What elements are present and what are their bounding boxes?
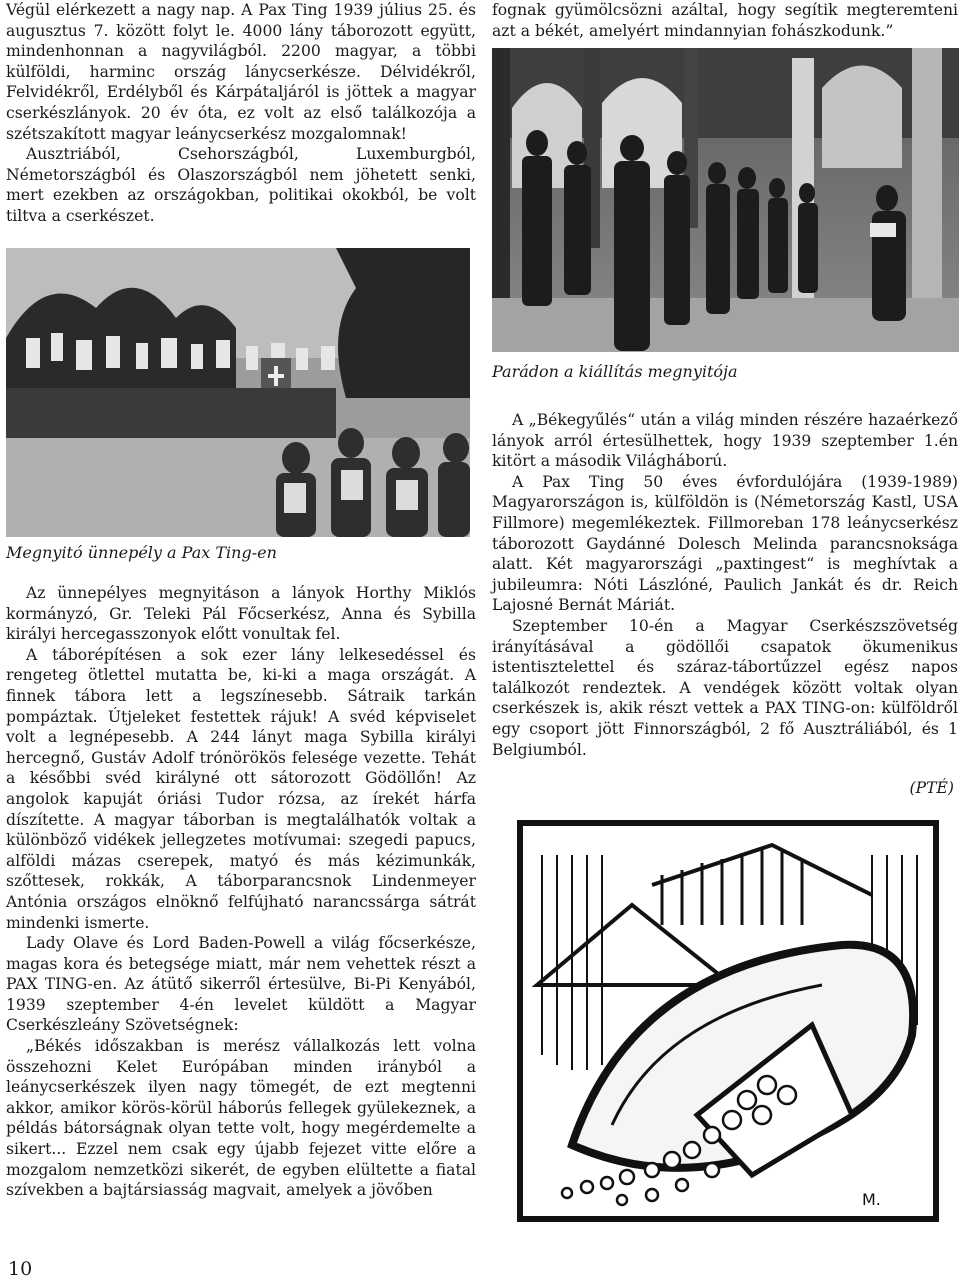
paragraph: „Békés időszakban is merész vállalkozás lett volna összehozni Kelet Európában minden irányból a leánycserkészek ilyen nagy tömegét, de ezt megtenni akkor, amikor körös-körül háborús fellegek gyülekeznek, a példás bátorságnak olyan tette volt, hogy megérdemelte a sikert... Ezzel nem csak egy újabb fejezet vitte előre a mozgalom nemzetközi sikerét, de egyben elültette a fiatal szívekben a bajtársiasság magvait, amelyek a jövőben [6,1037,476,1200]
left-column-top-text [6,0,476,227]
photo-caption: Parádon a kiállítás megnyitója [492,362,738,381]
paragraph: Ausztriából, Csehországból, Luxemburgból, Németországból és Olaszországból nem jöhetett senki, mert ezekben az országokban, politikai okokból, be volt tiltva a cserkészet. [6,145,476,225]
paragraph: A táborépítésen a sok ezer lány lelkesedéssel és rengeteg ötlettel mutatta be, ki-ki a maga országát. A finnek tábora lett a legszínesebb. Sátraik tarkán pompáztak. Útjeleket festettek rájuk! A svéd képviselet volt a legnépesebb. A 244 lányt maga Sybilla királyi hercegnő, Gustáv Adolf trónörökös felesége vezette. Tehát a későbbi svéd királyné ott sátorozott Gödöllőn! Az angolok kapuját óriási Tudor rózsa, az írekét hárfa díszítette. A magyar táborban is megtalálhatók voltak a különböző vidékek jellegzetes motívumai: szegedi papucs, alföldi mázas cserepek, matyó és más kézimunkák, szőttesek, rokkák, A táborparancsnok Lindenmeyer Antónia országos elnöknő felfújható narancssárga sátrát mindenki ismerte. [6,645,476,932]
paragraph: A Pax Ting 50 éves évfordulójára (1939-1989) Magyarországon is, külföldön is (Németország Kastl, USA Fillmore) megemlékeztek. Fillmoreban 178 leánycserkész táborozott Gaydánné Dolesch Melinda parancsnoksága alatt. Két magyarországi „paxtingest“ is meghívtak a jubileumra: Nóti Lászlóné, Paulich Jankát és dr. Reich Lajosné Bernát Máriát. [492,472,958,615]
illustration-drawing [512,815,944,1227]
exhibition-opening-photo [492,48,959,352]
paragraph: Végül elérkezett a nagy nap. A Pax Ting 1939 július 25. és augusztus 7. között folyt le. 4000 lány táborozott együtt, mindenhonnan a nagyvilágból. 2200 magyar, a többi külföldi, harminc ország lánycserkésze. Délvidékről, Felvidékről, Erdélyből és Kárpátaljáról is jöttek a magyar cserkészlányok. 20 év óta, ez volt az első találkozója a szétszakított magyar leánycserkész mozgalomnak! [6,1,476,143]
right-column-bottom-text [492,410,958,760]
right-column-top-text [492,0,958,41]
opening-ceremony-photo [6,248,470,537]
photo-caption: Megnyitó ünnepély a Pax Ting-en [6,543,277,562]
page-number: 10 [8,1258,33,1280]
paragraph: Lady Olave és Lord Baden-Powell a világ főcserkésze, magas kora és betegsége miatt, már nem vehettek részt a PAX TING-en. Az átütő sikerről értesülve, Bi-Pi Kenyából, 1939 szeptember 4-én levelet küldött a Magyar Cserkészleány Szövetségnek: [6,934,476,1035]
left-column-bottom-text [6,583,476,1201]
author-signature: (PTÉ) [909,779,954,797]
paragraph: fognak gyümölcsözni azáltal, hogy segítik megteremteni azt a békét, amelyért mindannyian fohászkodunk.” [492,1,958,40]
paragraph: Az ünnepélyes megnyitáson a lányok Horthy Miklós kormányzó, Gr. Teleki Pál Főcserkész, Anna és Sybilla királyi hercegasszonyok előtt vonultak fel. [6,584,476,644]
paragraph: Szeptember 10-én a Magyar Cserkészszövetség irányításával a gödöllői csapatok ökumenikus istentisztelettel és száraz-tábortűzzel egész napos találkozót rendeztek. A vendégek között voltak olyan cserkészek is, akik részt vettek a PAX TING-on: külföldről egy csoport jött Finnországból, 2 fő Ausztráliából, és 1 Belgiumból. [492,616,958,759]
paragraph: A „Békegyűlés“ után a világ minden részére hazaérkező lányok arról értesülhettek, hogy 1939 szeptember 1.én kitört a második Világháború. [492,411,958,471]
drawing-monogram: M. [862,1190,881,1209]
